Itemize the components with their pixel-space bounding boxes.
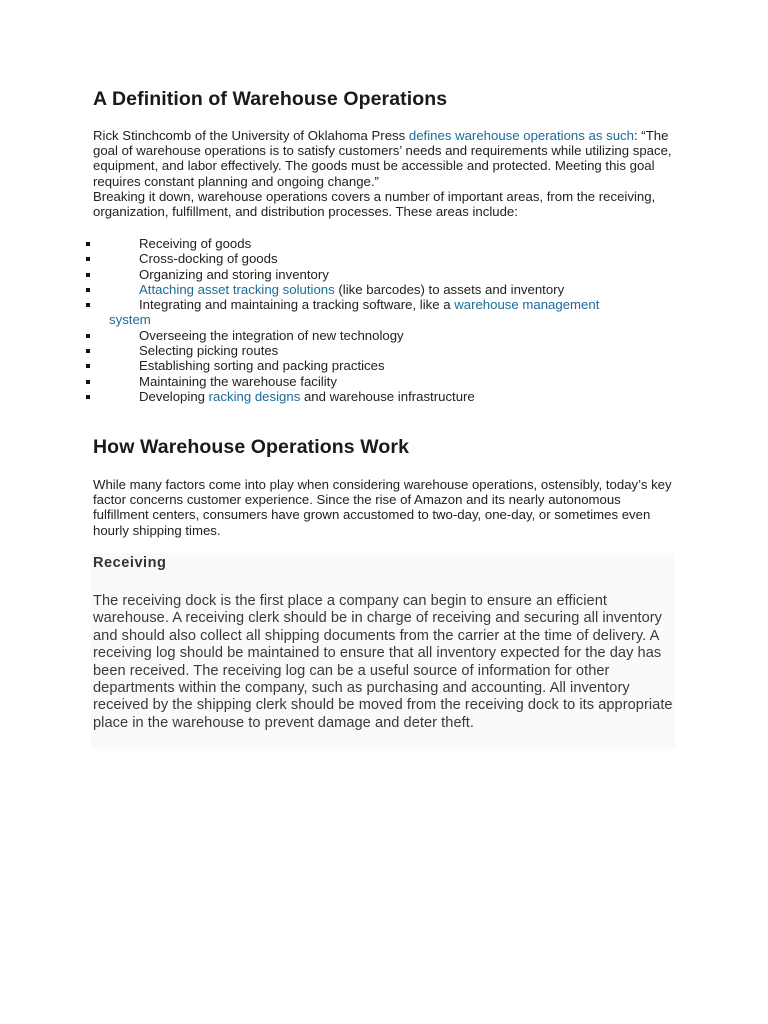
list-item: Organizing and storing inventory [86,267,646,282]
intro-quote-text: : “The goal of warehouse operations is to satisfy customers’ needs and requirements while utilizing space, equipment, and labor effectively. The goods must be accessible and protected. Meeting this goal requires constant planning and ongoing change.” [93,128,672,189]
square-bullet-icon [86,380,90,384]
list-item: Cross-docking of goods [86,251,646,266]
heading-definition: A Definition of Warehouse Operations [93,88,448,110]
heading-receiving: Receiving [93,555,167,571]
receiving-paragraph: The receiving dock is the first place a company can begin to ensure an efficient warehouse. A receiving clerk should be in charge of receiving and securing all inventory and should also collect all shipping documents from the carrier at the time of delivery. A receiving log should be maintained to ensure that all inventory expected for the day has been received. The receiving log can be a useful source of information for other departments within the company, such as purchasing and accounting. All inventory received by the shipping clerk should be moved from the receiving dock to its appropriate place in the warehouse to prevent damage and deter theft. [93,593,673,731]
square-bullet-icon [86,395,90,399]
intro-paragraph [93,128,673,219]
square-bullet-icon [86,303,90,307]
list-item: Overseeing the integration of new technology [86,328,646,343]
list-item: Developing racking designs and warehouse infrastructure [86,389,646,404]
square-bullet-icon [86,257,90,261]
link-racking-designs[interactable]: racking designs [208,388,301,404]
intro-breakdown-text: Breaking it down, warehouse operations covers a number of important areas, from the receiving, organization, fulfillment, and distribution processes. These areas include: [93,188,656,220]
link-warehouse-management-system[interactable]: warehouse management [454,297,600,313]
link-asset-tracking-solutions[interactable]: Attaching asset tracking solutions [139,281,335,297]
square-bullet-icon [86,334,90,338]
link-warehouse-management-system-cont[interactable]: system [109,312,151,328]
how-paragraph: While many factors come into play when considering warehouse operations, ostensibly, today’s key factor concerns customer experience. Since the rise of Amazon and its nearly autonomous fulfillment centers, consumers have grown accustomed to two-day, one-day, or sometimes even hourly shipping times. [93,477,672,538]
square-bullet-icon [86,273,90,277]
square-bullet-icon [86,349,90,353]
list-item: Establishing sorting and packing practices [86,358,646,373]
square-bullet-icon [86,364,90,368]
list-item: Attaching asset tracking solutions (like barcodes) to assets and inventory [86,282,646,297]
list-item: Maintaining the warehouse facility [86,374,646,389]
list-item: Integrating and maintaining a tracking software, like a warehouse management system [86,297,646,328]
intro-lead-text: Rick Stinchcomb of the University of Oklahoma Press [93,128,409,143]
square-bullet-icon [86,288,90,292]
square-bullet-icon [86,242,90,246]
link-defines-warehouse-operations[interactable]: defines warehouse operations as such [408,128,634,143]
heading-how-it-works: How Warehouse Operations Work [93,436,410,458]
areas-list [86,236,646,404]
list-item: Receiving of goods [86,236,646,251]
list-item: Selecting picking routes [86,343,646,358]
